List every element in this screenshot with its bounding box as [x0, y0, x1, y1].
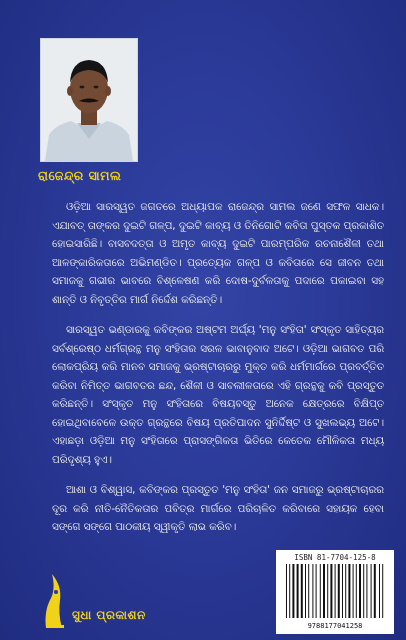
barcode-bar [335, 564, 336, 618]
barcode-graphic [282, 564, 388, 630]
barcode-bar [363, 564, 364, 618]
barcode-bar [327, 564, 328, 618]
barcode-bar [366, 564, 367, 618]
barcode-bar [292, 564, 294, 618]
barcode-bar [289, 564, 290, 618]
barcode-bar [323, 564, 325, 618]
barcode-bar [382, 564, 383, 618]
barcode-bar [308, 564, 309, 618]
barcode-bar [316, 564, 317, 618]
blurb-paragraph: ଆଶା ଓ ବିଶ୍ୱାସ, କବିଙ୍କର ପ୍ରସ୍ତୁତ 'ମନୁ ସଂହିତା' ଜନ ସମାଜରୁ ଭ୍ରଷ୍ଟାଚାରର ଦୂର କରି ନୀତି-ନୈତିକତାର ପବିତ୍ର ମାର୍ଗରେ ପରିଚାଳିତ କରିବାରେ ସହାୟକ ହେବା ସଙ୍ଗେ ସଙ୍ଗେ ପାଠକୀୟ ସ୍ୱୀକୃତି ଲାଭ କରିବ। [52, 484, 384, 533]
isbn-barcode [276, 550, 394, 634]
barcode-bar [286, 564, 287, 618]
isbn-label: ISBN 81-7704-125-8 [294, 553, 376, 562]
barcode-bar [297, 564, 299, 618]
blurb-paragraph: ଓଡ଼ିଆ ସାରସ୍ୱତ ଜଗତରେ ଅଧ୍ୟାପକ ରାଜେନ୍ଦ୍ର ସାମଲ ଜଣେ ସଫଳ ସାଧକ। ଏଯାବତ୍ ତାଙ୍କର ଦୁଇଟି ଗଳ୍ପ, ଦୁଇଟି କାବ୍ୟ ଓ ତିନିଗୋଟି କବିତା ପୁସ୍ତକ ପ୍ରକାଶିତ ହୋଇସାରିଛି। ବାସବଦତ୍ତା ଓ ଅମୃତ କାବ୍ୟ ଦୁଇଟି ପାରମ୍ପରିକ ରଚନାଶୈଳୀ ତଥା ଆଳଙ୍କାରିକତାରେ ଅଭିମଣ୍ଡିତ। ପ୍ରତ୍ୟେକ ଗଳ୍ପ ଓ କବିତାରେ ସେ ଜୀବନ ତଥା ସମାଜକୁ ଗଭୀର ଭାବରେ ବିଶ୍ଳେଷଣ କରି ଦୋଷ-ଦୁର୍ବଳତାକୁ ପଦାରେ ପକାଇବା ସହ ଶାନ୍ତି ଓ ନିବୃତ୍ତିର ମାର୍ଗ ନିର୍ଦ୍ଦେଶ କରିଛନ୍ତି। [52, 201, 384, 306]
barcode-bar [338, 564, 340, 618]
barcode-bar [342, 564, 343, 618]
barcode-bar [301, 564, 303, 618]
barcode-bar [305, 564, 306, 618]
barcode-bar [353, 564, 354, 618]
barcode-bar [312, 564, 313, 618]
barcode-bar [359, 564, 361, 618]
blurb-paragraph: ସାରସ୍ୱତ ଭଣ୍ଡାରକୁ କବିଙ୍କର ଅଷ୍ଟମ ଅର୍ଘ୍ୟ 'ମନୁ ସଂହିତା' ସଂସ୍କୃତ ସାହିତ୍ୟର ସର୍ବଶ୍ରେଷ୍ଠ ଧର୍ମଗ୍ରନ୍ଥ ମନୁ ସଂହିତାର ସରଳ ଭାବାନୁବାଦ ଅଟେ। ଓଡ଼ିଆ ଭାଗବତ ପରି ଲୋକପ୍ରିୟ କରି ମାନବ ସମାଜକୁ ଭ୍ରଷ୍ଟାଚାରରୁ ମୁକ୍ତ କରି ଧର୍ମମାର୍ଗରେ ପ୍ରବର୍ତ୍ତିତ କରିବା ନିମିତ୍ତ ଭାଗବତର ଛନ୍ଦ, ଶୈଳୀ ଓ ସାବଲୀଳତାରେ ଏହି ଗ୍ରନ୍ଥକୁ କବି ପ୍ରସ୍ତୁତ କରିଛନ୍ତି। ସଂସ୍କୃତ ମନୁ ସଂହିତାରେ ବିଷୟବସ୍ତୁ ଅନେକ କ୍ଷେତ୍ରରେ ବିକ୍ଷିପ୍ତ ହୋଇଥିବାବେଳେ ଉକ୍ତ ଗ୍ରନ୍ଥରେ ବିଷୟ ପ୍ରତିପାଦନ ସୁନିର୍ଦ୍ଦିଷ୍ଟ ଓ ସୁଖଲଭ୍ୟ ଅଟେ। ଏହାଛଡ଼ା ଓଡ଼ିଆ ମନୁ ସଂହିତାରେ ପ୍ରାସଙ୍ଗିକତା ଭିତିରେ କେତେକ ମୌଳିକତା ମଧ୍ୟ ପରିଦୃଶ୍ୟ ହୁଏ। [52, 324, 384, 466]
publisher-logo-icon [38, 570, 68, 634]
author-photo [40, 38, 138, 162]
barcode-bar [330, 564, 332, 618]
publisher-name: ସୁଧା ପ୍ରକାଶନ [72, 608, 146, 622]
blurb [52, 198, 384, 537]
barcode-number: 9788177041258 [307, 622, 363, 630]
barcode-bar [348, 564, 350, 618]
barcode-bar [371, 564, 372, 618]
barcode-bar [320, 564, 321, 618]
author-name: ରାଜେନ୍ଦ୍ର ସାମଲ [38, 168, 122, 183]
barcode-bar [356, 564, 357, 618]
barcode-bar [379, 564, 380, 618]
barcode-bar [374, 564, 376, 618]
barcode-bar [345, 564, 346, 618]
